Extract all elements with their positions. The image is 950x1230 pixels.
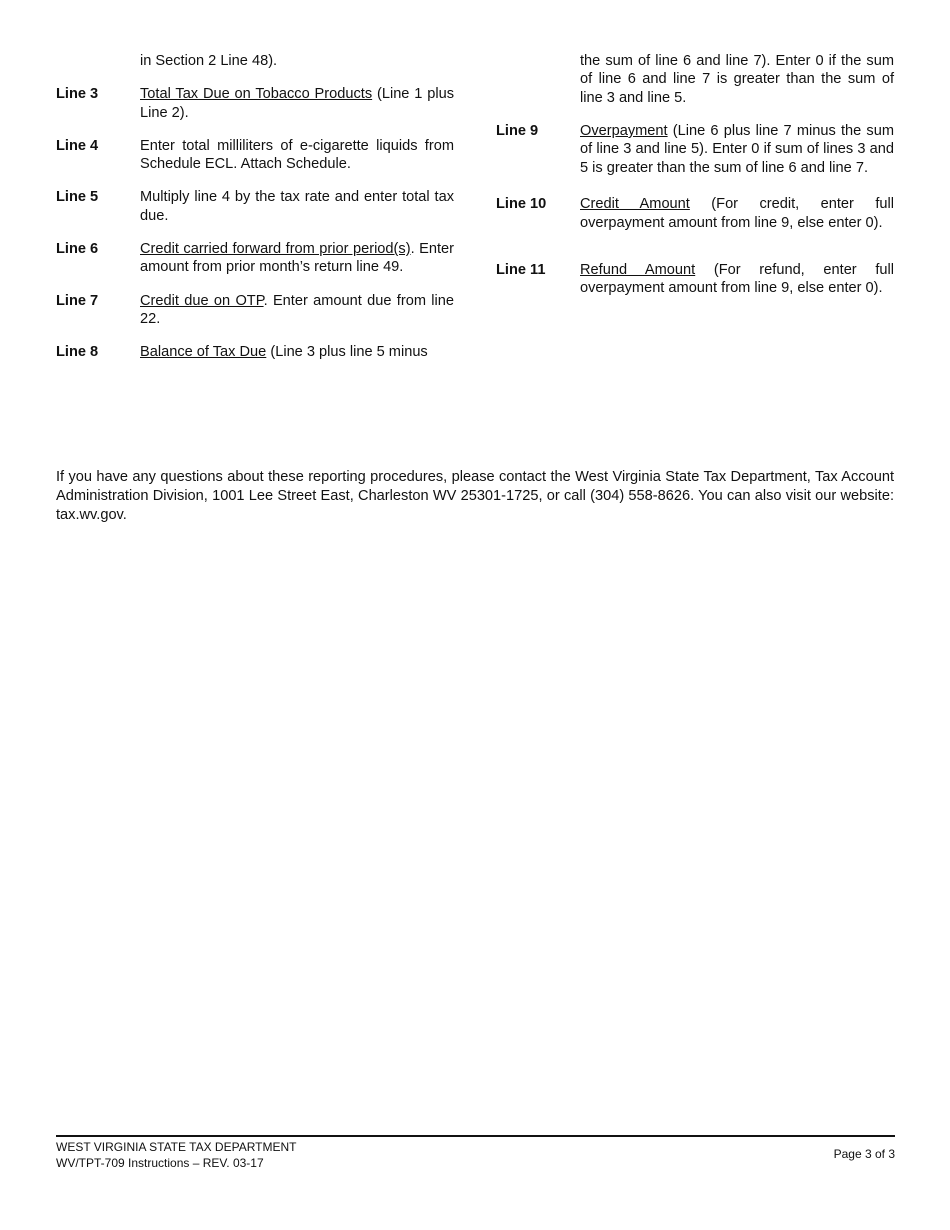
instruction-line-6: [56, 240, 454, 277]
line-label: Line 7: [56, 292, 99, 309]
line-text: Multiply line 4 by the tax rate and enter total tax due.: [140, 189, 454, 224]
line-description: [580, 261, 894, 298]
line-description: [140, 188, 454, 225]
line-label: Line 3: [56, 86, 99, 103]
right-column: [496, 52, 894, 313]
line-text: (For credit, enter full overpayment amount from line 9, else enter 0).: [580, 196, 894, 231]
line-description: [140, 343, 454, 361]
line-description: [140, 240, 454, 277]
footer-left: [56, 1140, 296, 1171]
footer-divider: [56, 1135, 895, 1137]
contact-paragraph: If you have any questions about these reporting procedures, please contact the West Virginia State Tax Department, Tax Account Administration Division, 1001 Lee Street East, Charleston WV 25301-1725, or call (304) 558-8626. You can also visit our website: tax.wv.gov.: [56, 469, 894, 523]
line-label: Line 11: [496, 262, 546, 279]
line-title: Credit due on OTP: [140, 292, 264, 309]
instruction-line-11: [496, 261, 894, 298]
footer-department: WEST VIRGINIA STATE TAX DEPARTMENT: [56, 1140, 297, 1154]
instruction-line-10: [496, 195, 894, 232]
left-column: [56, 52, 454, 376]
line-text: (Line 6 plus line 7 minus the sum of line 3 and line 5). Enter 0 if sum of lines 3 and 5 is greater than the sum of line 6 and line 7.: [580, 123, 894, 176]
line-description: [580, 122, 894, 177]
line-text: Enter total milliliters of e-cigarette liquids from Schedule ECL. Attach Schedule.: [140, 137, 454, 173]
line-label: Line 4: [56, 137, 99, 154]
line-description: [140, 292, 454, 329]
instruction-line-9: [496, 122, 894, 177]
line-text: (Line 1 plus Line 2).: [140, 86, 454, 121]
line-title: Refund Amount: [580, 262, 696, 279]
line-title: Credit Amount: [580, 196, 690, 213]
line-title: Credit carried forward from prior period(s): [140, 241, 411, 258]
line-text: . Enter amount from prior month’s return line 49.: [140, 241, 454, 276]
instruction-line-3: [56, 85, 454, 122]
line-text: . Enter amount due from line 22.: [140, 292, 455, 328]
line-title: Overpayment: [580, 123, 668, 140]
line-label: Line 5: [56, 189, 99, 206]
page-number: Page 3 of 3: [833, 1147, 895, 1161]
instruction-line-8: [56, 343, 454, 361]
instruction-line-4: [56, 137, 454, 174]
line-label: Line 6: [56, 241, 99, 258]
footer-form-id: WV/TPT-709 Instructions – REV. 03-17: [56, 1155, 264, 1170]
line-description: [140, 137, 454, 174]
line-label: Line 10: [496, 196, 547, 213]
line-text: (For refund, enter full overpayment amount from line 9, else enter 0).: [580, 262, 894, 297]
instruction-line-5: [56, 188, 454, 225]
line-description: [580, 195, 894, 232]
instruction-line-7: [56, 292, 454, 329]
line-title: Balance of Tax Due: [140, 344, 267, 361]
line-text: (Line 3 plus line 5 minus: [266, 344, 428, 361]
line-title: Total Tax Due on Tobacco Products: [140, 86, 373, 103]
line-2-continuation: in Section 2 Line 48).: [140, 53, 278, 69]
line-label: Line 8: [56, 344, 99, 361]
line-label: Line 9: [496, 123, 539, 140]
line-8-continuation: the sum of line 6 and line 7). Enter 0 if the sum of line 6 and line 7 is greater than the sum of line 3 and line 5.: [580, 53, 894, 106]
line-description: [140, 85, 454, 122]
